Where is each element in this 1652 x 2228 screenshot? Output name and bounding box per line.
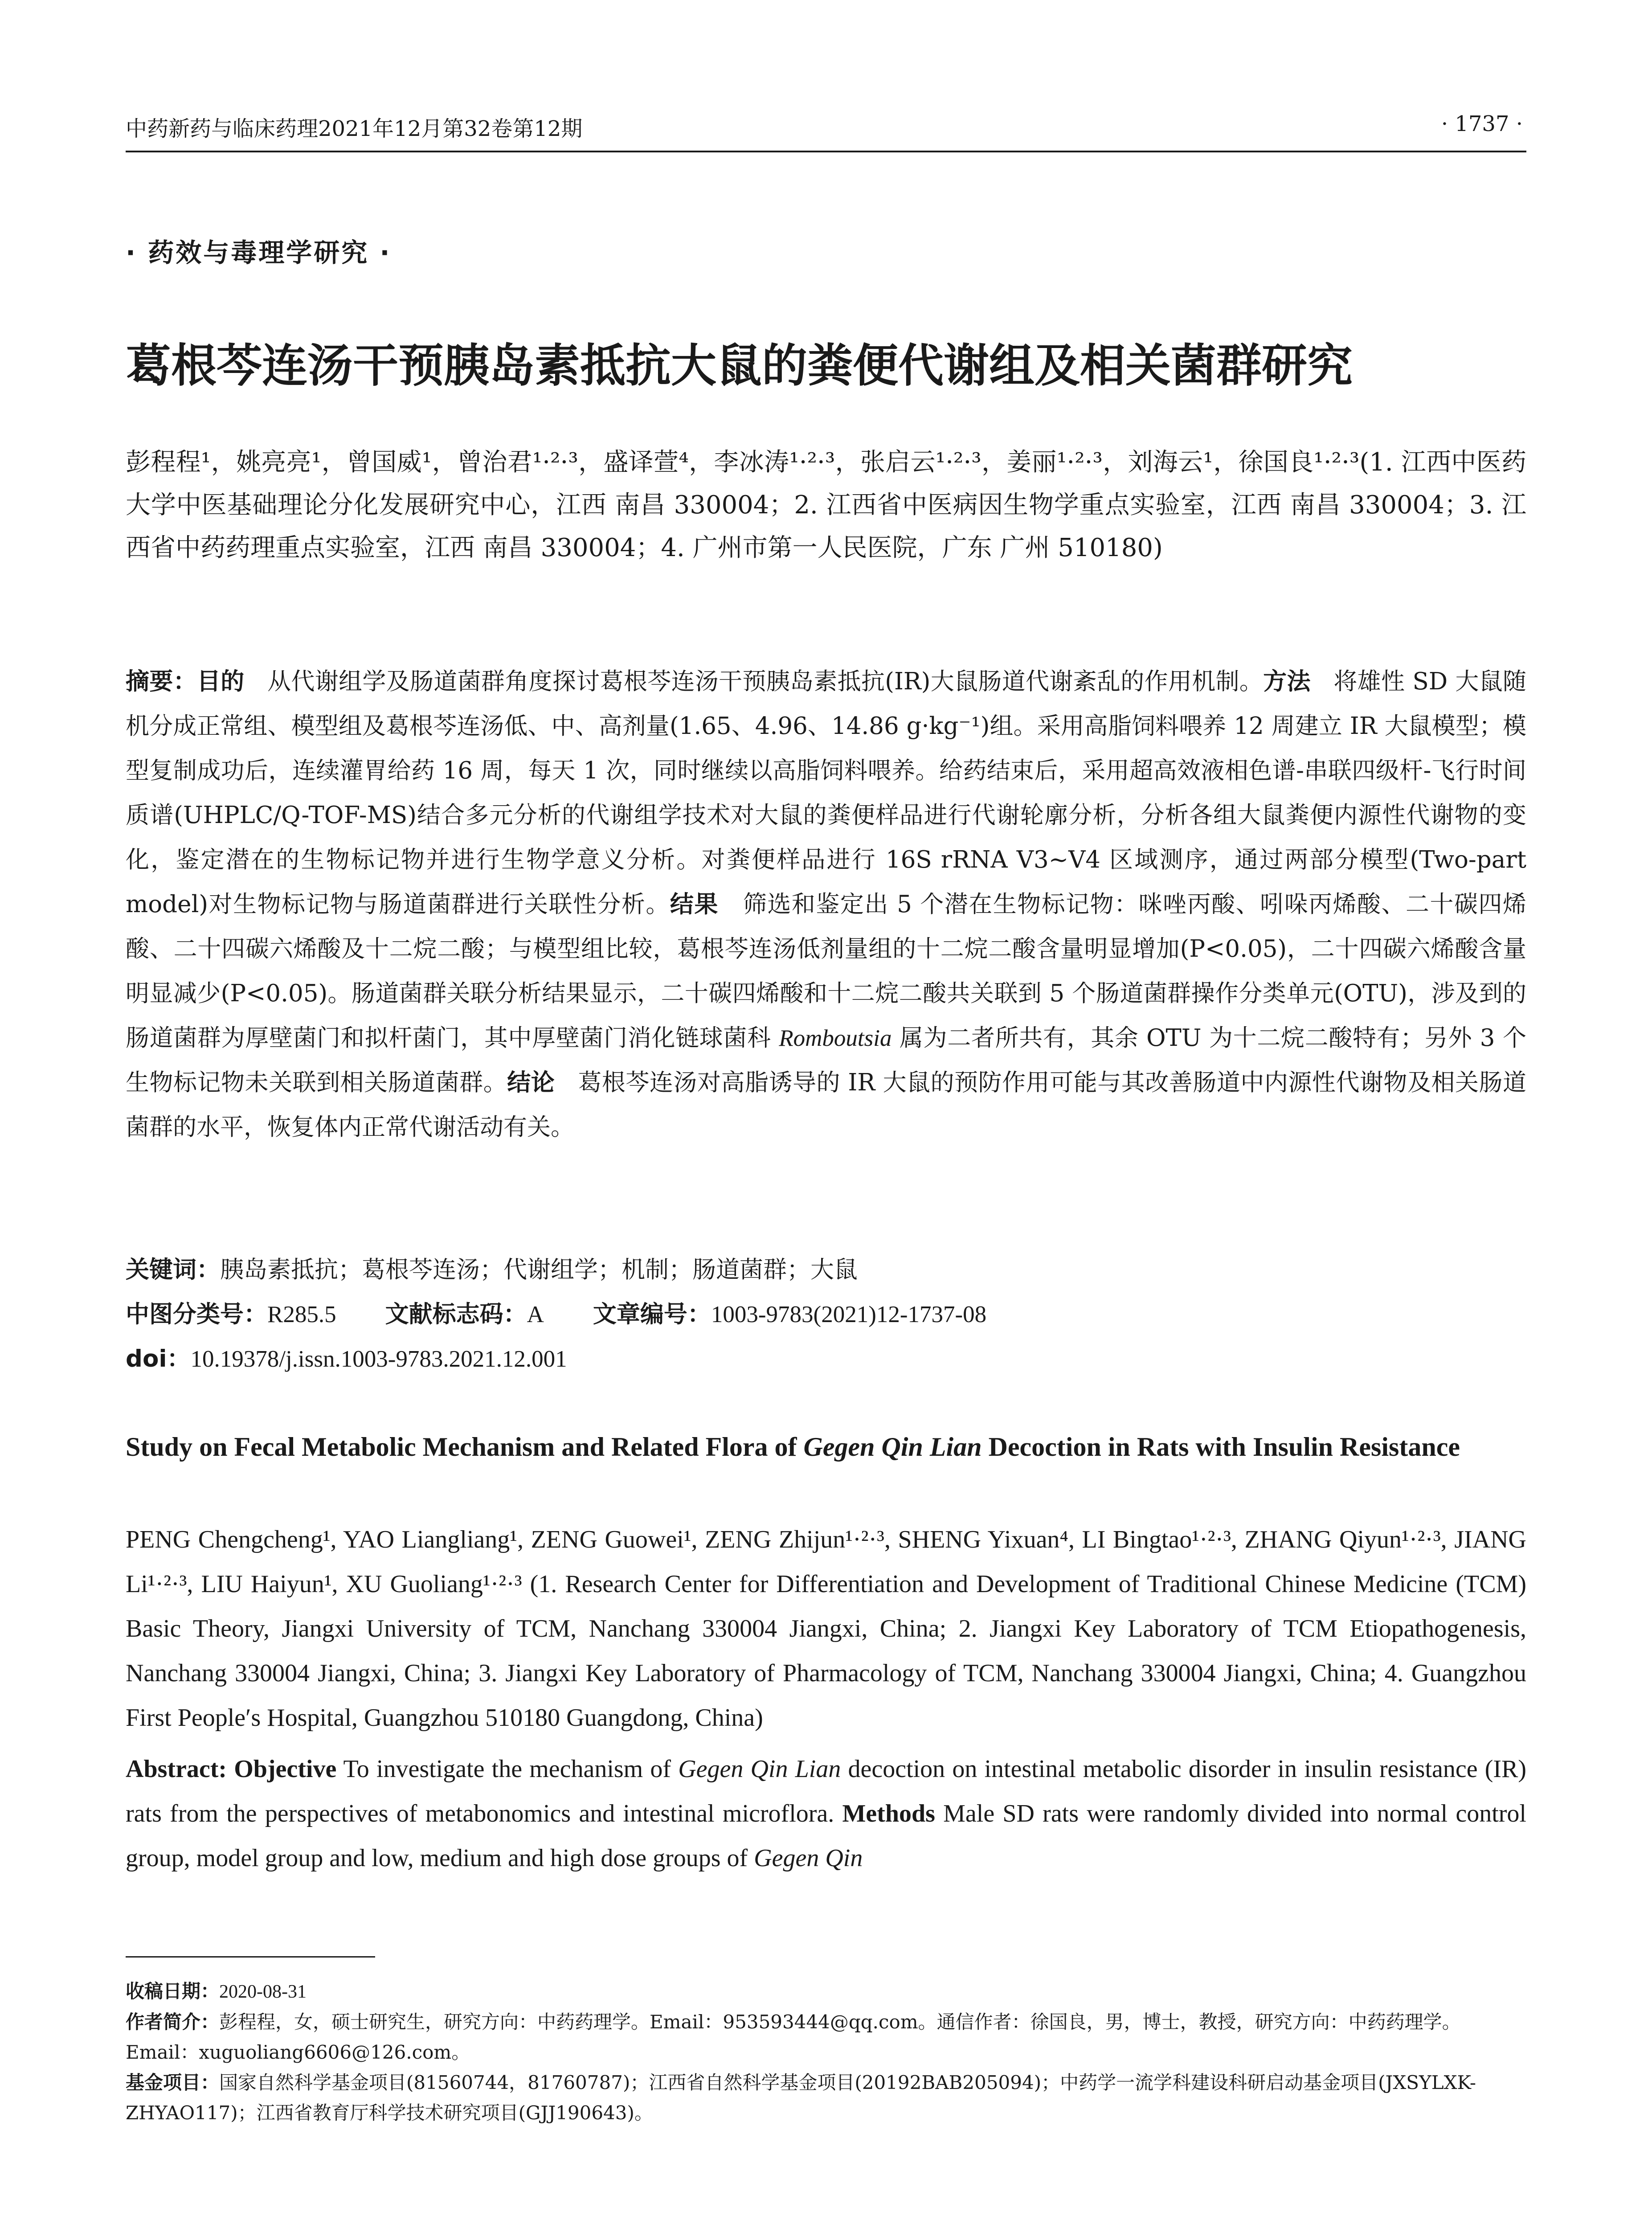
- keywords: [126, 1248, 1526, 1292]
- methods-label-en: Methods: [842, 1800, 935, 1827]
- keywords-label: 关键词：: [126, 1256, 220, 1283]
- doi-value: 10.19378/j.issn.1003-9783.2021.12.001: [190, 1346, 567, 1372]
- doc-code-value: A: [527, 1302, 544, 1327]
- footnote-author: [126, 2007, 1526, 2068]
- author-affiliations-cn: 彭程程¹，姚亮亮¹，曾国威¹，曾治君¹·²·³，盛译萱⁴，李冰涛¹·²·³，张启云¹·²·³，姜丽¹·²·³，刘海云¹，徐国良¹·²·³(1. 江西中医药大学中医基础理论分化发展研究中心，江西 南昌 330004；2. 江西省中医病因生物学重点实验室，江西 南昌 330004；3. 江西省中药药理重点实验室，江西 南昌 330004；4. 广州市第一人民医院，广东 广州 510180): [126, 448, 1526, 562]
- abstract-cn-label: 摘要：: [126, 668, 197, 695]
- article-title-cn: 葛根芩连汤干预胰岛素抵抗大鼠的粪便代谢组及相关菌群研究: [126, 340, 1353, 393]
- article-title-en: [126, 1424, 1526, 1470]
- classification-line: [126, 1292, 1526, 1337]
- en-title-italic: Gegen Qin Lian: [803, 1432, 982, 1462]
- objective-label-en: Objective: [234, 1755, 337, 1783]
- doi-label: doi：: [126, 1345, 191, 1372]
- fund-text: 国家自然科学基金项目(81560744，81760787)；江西省自然科学基金项目(20192BAB205094)；中药学一流学科建设科研启动基金项目(JXSYLXK-ZHYAO117)；江西省教育厅科学技术研究项目(GJJ190643)。: [126, 2072, 1476, 2124]
- conclusion-label-cn: 结论: [507, 1069, 555, 1096]
- doi-line: [126, 1337, 1526, 1381]
- abstract-cn: [126, 659, 1526, 1150]
- objective-text-en-1: To investigate the mechanism of: [343, 1755, 671, 1783]
- objective-text-en-2: decoction on intestinal metabolic disorder in insulin resistance (IR) rats from the perspectives of metabonomics and intestinal microflora.: [126, 1755, 1527, 1827]
- footnote-fund: [126, 2068, 1526, 2128]
- methods-text-en: Male SD rats were randomly divided into normal control group, model group and low, medium and high dose groups of: [126, 1800, 1526, 1872]
- objective-text-cn: 从代谢组学及肠道菌群角度探讨葛根芩连汤干预胰岛素抵抗(IR)大鼠肠道代谢紊乱的作用机制。: [267, 668, 1264, 695]
- author-affiliations-en: PENG Chengcheng¹, YAO Liangliang¹, ZENG Guowei¹, ZENG Zhijun¹·²·³, SHENG Yixuan⁴, LI Bingtao¹·²·³, ZHANG Qiyun¹·²·³, JIANG Li¹·²·³, LIU Haiyun¹, XU Guoliang¹·²·³ (1. Research Center for Differentiation and Development of Traditional Chinese Medicine (TCM) Basic Theory, Jiangxi University of TCM, Nanchang 330004 Jiangxi, China; 2. Jiangxi Key Laboratory of TCM Etiopathogenesis, Nanchang 330004 Jiangxi, China; 3. Jiangxi Key Laboratory of Pharmacology of TCM, Nanchang 330004 Jiangxi, China; 4. Guangzhou First People′s Hospital, Guangzhou 510180 Guangdong, China): [126, 1526, 1526, 1732]
- results-text-cn-1: 筛选和鉴定出 5 个潜在生物标记物：咪唑丙酸、吲哚丙烯酸、二十碳四烯酸、二十四碳六烯酸及十二烷二酸；与模型组比较，葛根芩连汤低剂量组的十二烷二酸含量明显增加(P<0.05)，二十四碳六烯酸含量明显减少(P<0.05)。肠道菌群关联分析结果显示，二十碳四烯酸和十二烷二酸共关联到 5 个肠道菌群操作分类单元(OTU)，涉及到的肠道菌群为厚壁菌门和拟杆菌门，其中厚壁菌门消化链球菌科: [126, 891, 1526, 1052]
- keywords-text: 胰岛素抵抗；葛根芩连汤；代谢组学；机制；肠道菌群；大鼠: [220, 1256, 858, 1283]
- clc-value: R285.5: [267, 1302, 336, 1327]
- methods-label-cn: 方法: [1263, 668, 1311, 695]
- article-number-label: 文章编号：: [593, 1301, 711, 1328]
- results-genus: Romboutsia: [779, 1025, 892, 1051]
- running-header-page-number: · 1737 ·: [1441, 111, 1523, 136]
- section-heading: · 药效与毒理学研究 ·: [126, 238, 392, 268]
- objective-italic-en: Gegen Qin Lian: [678, 1755, 841, 1783]
- results-text-cn-2: 属为二者所共有，其余 OTU 为十二烷二酸特有；另外 3 个生物标记物未关联到相关肠道菌群。: [126, 1024, 1526, 1096]
- en-title-part1: Study on Fecal Metabolic Mechanism and Related Flora of: [126, 1432, 797, 1462]
- clc-label: 中图分类号：: [126, 1301, 267, 1328]
- footnote-divider: [126, 1956, 375, 1958]
- article-number-value: 1003-9783(2021)12-1737-08: [711, 1302, 987, 1327]
- received-label: 收稿日期：: [126, 1980, 220, 2002]
- methods-text-cn: 将雄性 SD 大鼠随机分成正常组、模型组及葛根芩连汤低、中、高剂量(1.65、4.96、14.86 g·kg⁻¹)组。采用高脂饲料喂养 12 周建立 IR 大鼠模型；模型复制成功后，连续灌胃给药 16 周，每天 1 次，同时继续以高脂饲料喂养。给药结束后，采用超高效液相色谱-串联四级杆-飞行时间质谱(UHPLC/Q-TOF-MS)结合多元分析的代谢组学技术对大鼠的粪便样品进行代谢轮廓分析，分析各组大鼠粪便内源性代谢物的变化，鉴定潜在的生物标记物并进行生物学意义分析。对粪便样品进行 16S rRNA V3~V4 区域测序，通过两部分模型(Two-part model)对生物标记物与肠道菌群进行关联性分析。: [126, 668, 1527, 918]
- received-date: 2020-08-31: [219, 1982, 307, 2002]
- footnotes: [126, 1976, 1526, 2128]
- fund-label: 基金项目：: [126, 2072, 220, 2093]
- doc-code-label: 文献标志码：: [385, 1301, 527, 1328]
- objective-label-cn: 目的: [196, 668, 245, 695]
- abstract-en: [126, 1747, 1526, 1880]
- en-title-part2: Decoction in Rats with Insulin Resistance: [988, 1432, 1460, 1462]
- author-bio-text: 彭程程，女，硕士研究生，研究方向：中药药理学。Email：953593444@qq.com。通信作者：徐国良，男，博士，教授，研究方向：中药药理学。Email：xuguoliang6606@126.com。: [126, 2011, 1461, 2063]
- running-header-journal: 中药新药与临床药理2021年12月第32卷第12期: [126, 116, 583, 141]
- abstract-en-label: Abstract:: [126, 1755, 227, 1783]
- results-label-cn: 结果: [670, 891, 719, 918]
- footnote-received: [126, 1976, 1526, 2007]
- author-bio-label: 作者简介：: [126, 2011, 220, 2033]
- methods-italic-en: Gegen Qin: [754, 1844, 863, 1872]
- conclusion-text-cn: 葛根芩连汤对高脂诱导的 IR 大鼠的预防作用可能与其改善肠道中内源性代谢物及相关肠道菌群的水平，恢复体内正常代谢活动有关。: [126, 1069, 1526, 1141]
- header-divider: [126, 151, 1526, 152]
